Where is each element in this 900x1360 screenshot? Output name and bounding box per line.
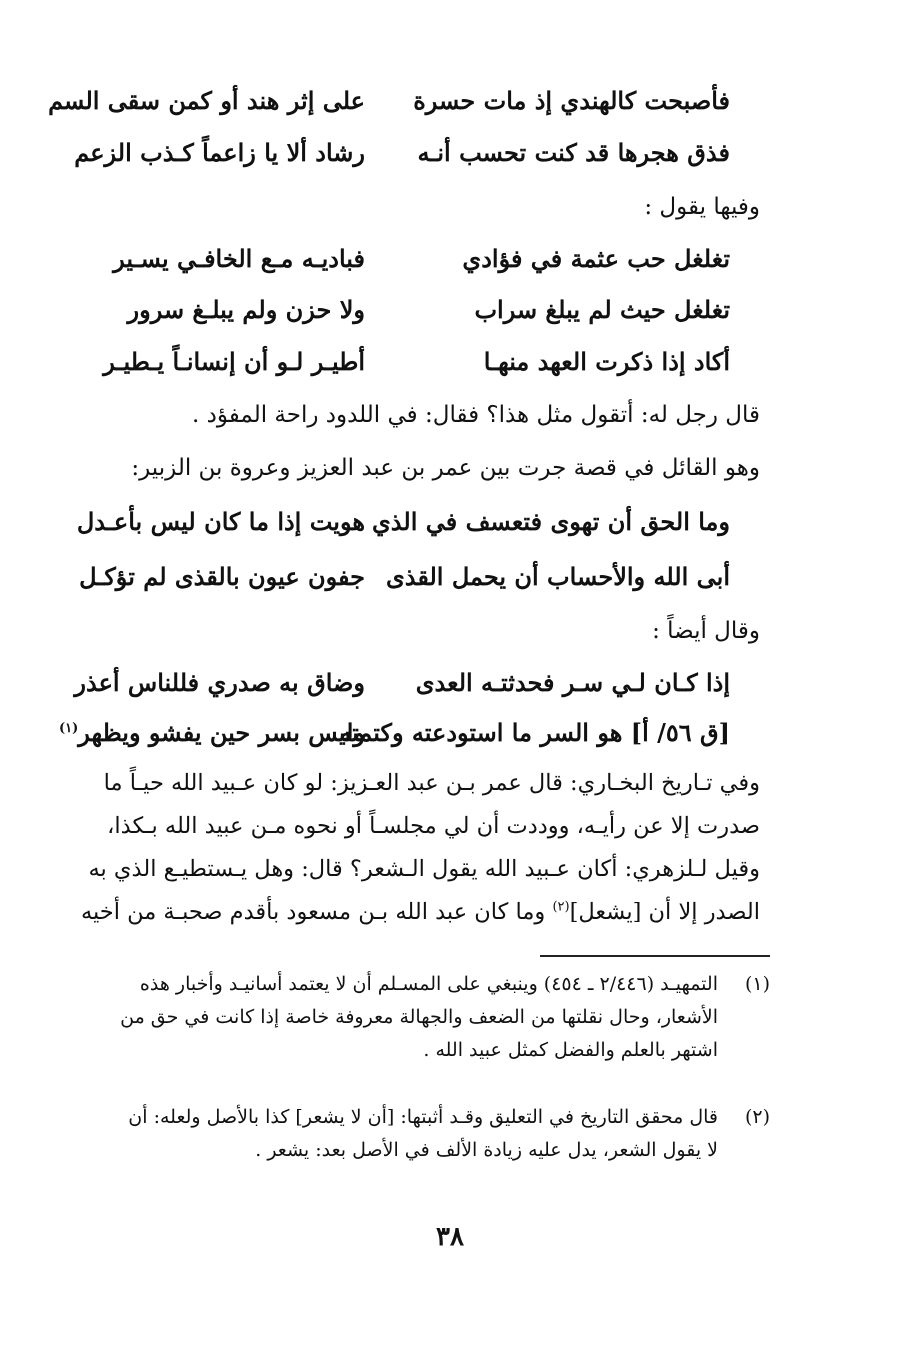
paragraph-text: وما كان عبد الله بـن مسعود بأقدم صحبـة من أخيه	[80, 899, 553, 925]
verse-hemistich-first: تغلغل حيث لم يبلغ سراب	[474, 295, 730, 324]
verse-hemistich-second: جفون عيون بالقذى لم تؤكـل	[79, 562, 365, 591]
verse-hemistich-first: فذق هجرها قد كنت تحسب أنـه	[417, 138, 730, 167]
verse-intro: وقال أيضاً :	[652, 618, 760, 644]
verse-line	[80, 234, 760, 284]
footnote-line: قال محقق التاريخ في التعليق وقـد أثبتها: [أن لا يشعر] كذا بالأصل ولعله: أن	[128, 1106, 718, 1128]
verse-line	[80, 552, 760, 602]
verse-hemistich-first: تغلغل حب عثمة في فؤادي	[462, 244, 730, 273]
verse-hemistich-second	[58, 708, 365, 758]
verse-hemistich-first: [ق ٥٦/ أ] هو السر ما استودعته وكتمته	[339, 718, 730, 747]
body-paragraph	[80, 762, 760, 934]
paragraph-text: الصدر إلا أن [يشعل]	[569, 899, 760, 925]
prose-line: وهو القائل في قصة جرت بين عمر بن عبد العزيز وعروة بن الزبير:	[131, 455, 760, 481]
verse-hemistich-first: إذا كـان لـي سـر فحدثتـه العدى	[415, 668, 730, 697]
paragraph-line	[80, 891, 760, 934]
verse-hemistich-first: فأصبحت كالهندي إذ مات حسرة	[413, 86, 730, 115]
footnote-number: (٢)	[744, 1106, 770, 1128]
footnote-line: اشتهر بالعلم والفضل كمثل عبيد الله .	[423, 1039, 718, 1061]
verse-hemistich-second: على إثر هند أو كمن سقى السم	[48, 86, 365, 115]
page-number: ٣٨	[436, 1222, 464, 1252]
verse-line	[58, 708, 760, 758]
verse-hemistich-second: أطيـر لـو أن إنسانـاً يـطيـر	[103, 347, 365, 376]
verse-hemistich-second: فباديـه مـع الخافـي يسـير	[113, 244, 365, 273]
footnote-number: (١)	[744, 973, 770, 995]
verse-line	[76, 497, 760, 547]
verse-hemistich-second: وضاق به صدري فللناس أعذر	[74, 668, 365, 697]
verse-line	[74, 658, 760, 708]
verse-hemistich-first: وما الحق أن تهوى فتعسف في الذي	[372, 507, 730, 536]
footnote-ref: (١)	[58, 721, 79, 736]
footnote	[80, 968, 770, 1067]
verse-hemistich-first: أكاد إذا ذكرت العهد منهـا	[483, 347, 730, 376]
verse-hemistich-first: أبى الله والأحساب أن يحمل القذى	[385, 562, 730, 591]
verse-hemistich-second: هويت إذا ما كان ليس بأعـدل	[76, 507, 365, 536]
paragraph-line: صدرت إلا عن رأيـه، ووددت أن لي مجلسـاً أو نحوه مـن عبيد الله بـكذا،	[107, 813, 760, 839]
verse-line	[48, 76, 760, 126]
verse-line	[80, 285, 760, 335]
footnote-line: الأشعار، وحال نقلتها من الضعف والجهالة معروفة خاصة إذا كانت في حق من	[120, 1006, 718, 1028]
verse-hemistich-second: رشاد ألا يا زاعماً كـذب الزعم	[74, 138, 365, 167]
paragraph-line: وقيل لـلزهري: أكان عـبيد الله يقول الـشعر؟ قال: وهل يـستطيـع الذي به	[88, 856, 760, 882]
footnote-line: التمهيـد (٢/٤٤٦ ـ ٤٥٤) وينبغي على المسـلم أن لا يعتمد أسانيـد وأخبار هذه	[139, 973, 718, 995]
verse-line	[80, 337, 760, 387]
footnote	[80, 1101, 770, 1167]
verse-intro: وفيها يقول :	[644, 194, 760, 220]
footnote-separator	[540, 955, 770, 957]
footnote-ref: (٢)	[552, 899, 570, 915]
hemistich-text: وليس بسر حين يفشو ويظهر	[78, 718, 365, 747]
prose-line: قال رجل له: أتقول مثل هذا؟ فقال: في اللدود راحة المفؤد .	[192, 402, 760, 428]
verse-hemistich-second: ولا حزن ولم يبلـغ سرور	[127, 295, 365, 324]
paragraph-line: وفي تـاريخ البخـاري: قال عمر بـن عبد العـزيز: لو كان عـبيد الله حيـاً ما	[103, 770, 760, 796]
footnote-line: لا يقول الشعر، يدل عليه زيادة الألف في الأصل بعد: يشعر .	[255, 1139, 718, 1161]
verse-line	[74, 128, 760, 178]
